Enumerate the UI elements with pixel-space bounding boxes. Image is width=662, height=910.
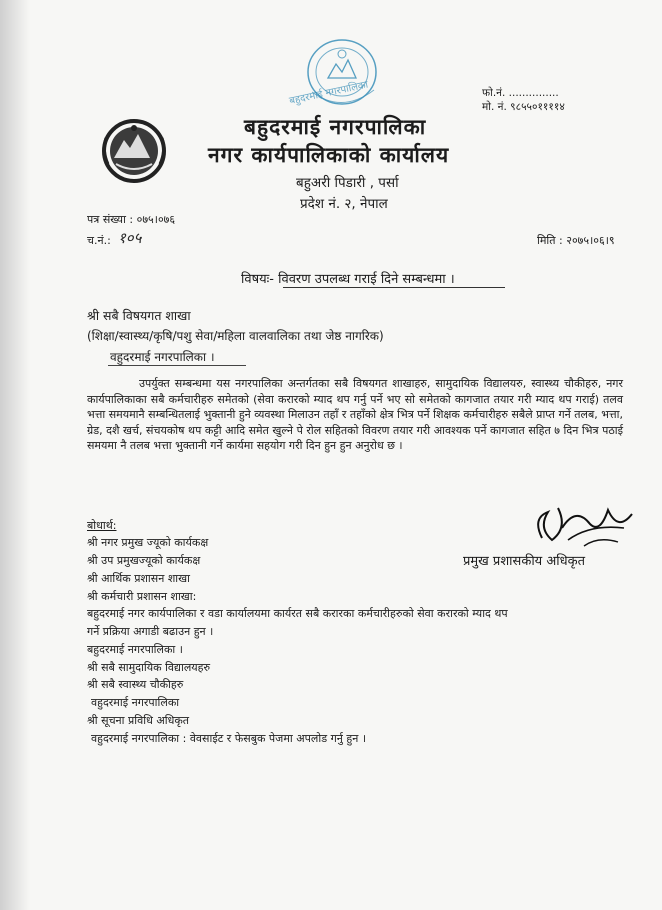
cc-line: श्री उप प्रमुखज्यूको कार्यकक्ष	[87, 554, 201, 567]
cc-line: श्री सबै सामुदायिक विद्यालयहरु	[87, 661, 211, 674]
dispatch-number-handwritten: १०५	[118, 229, 142, 247]
cc-line: श्री सबै स्वास्थ्य चौकीहरु	[87, 678, 184, 691]
phone-line: फो.नं. ...............	[482, 87, 559, 99]
office-stamp	[282, 34, 388, 114]
cc-line: वहुदरमाई नगरपालिका	[91, 696, 180, 709]
office-subtitle: नगर कार्यपालिकाको कार्यालय	[208, 143, 450, 167]
nepal-government-emblem	[100, 118, 168, 184]
cc-line: श्री सूचना प्रविधि अधिकृत	[87, 714, 190, 727]
recipient-underline	[108, 365, 246, 366]
recipient-line-2: (शिक्षा/स्वास्थ्य/कृषि/पशु सेवा/महिला वालवालिका तथा जेष्ठ नागरिक)	[87, 329, 384, 343]
recipient-line-3: वहुदरमाई नगरपालिका ।	[110, 350, 215, 364]
recipient-line-1: श्री सबै विषयगत शाखा	[87, 308, 191, 323]
subject-underline	[283, 287, 505, 288]
signatory-title: प्रमुख प्रशासकीय अधिकृत	[463, 554, 586, 569]
scan-shadow	[0, 0, 30, 910]
letter-body: उपर्युक्त सम्बन्धमा यस नगरपालिका अन्तर्गतका सबै विषयगत शाखाहरु, सामुदायिक विद्यालयरु, स्वास्थ्य चौकीहरु, नगर कार्यपालिकाका सबै कर्मचारीहरु समेतको (सेवा करारको म्याद थप गर्नु पर्ने भए सो समेतको कागजात तयार गरी म्याद थप गराई) तलव भत्ता समयमानै सम्बन्धितलाई भुक्तानी हुने व्यवस्था मिलाउन तहाँ र तहाँको क्षेत्र भित्र पर्ने शिक्षक कर्मचारीहरु सबैले प्राप्त गर्ने तलब, भत्ता, ग्रेड, दशै खर्च, संचयकोष थप कट्टी आदि समेत खुल्ने पे रोल सहितको विवरण तयार गरी आवश्यक पर्ने कागजात सहित ७ दिन भित्र पठाई समयमा नै तलब भत्ता भुक्तानी गर्ने कार्यमा सहयोग गरी दिन हुन हुन अनुरोध छ ।	[87, 377, 623, 453]
cc-line: बहुदरमाई नगर कार्यपालिका र वडा कार्यालयमा कार्यरत सबै करारका कर्मचारीहरुको सेवा करारको म्याद थप	[87, 607, 508, 620]
letter-subject: विषयः- विवरण उपलब्ध गराई दिने सम्बन्धमा ।	[241, 272, 455, 287]
letter-number: पत्र संख्या : ०७५।०७६	[87, 213, 176, 226]
cc-heading: बोधार्थ:	[87, 519, 117, 532]
cc-line: श्री नगर प्रमुख ज्यूको कार्यकक्ष	[87, 536, 209, 549]
mobile-line: मो. नं. ९८५५०११११४	[482, 101, 565, 113]
cc-line: गर्ने प्रक्रिया अगाडी बढाउन हुन ।	[87, 625, 214, 638]
letter-date: मिति : २०७५।०६।९	[537, 234, 615, 247]
cc-line: बहुदरमाई नगरपालिका ।	[87, 643, 183, 656]
dispatch-number-label: च.नं.:	[87, 234, 111, 247]
cc-line: वहुदरमाई नगरपालिका : वेवसाईट र फेसबुक पेजमा अपलोड गर्नु हुन ।	[91, 732, 366, 745]
office-name: बहुदरमाई नगरपालिका	[244, 115, 427, 139]
address-line-1: बहुअरी पिडारी , पर्सा	[296, 175, 399, 191]
cc-line: श्री कर्मचारी प्रशासन शाखा:	[87, 590, 197, 603]
address-line-2: प्रदेश नं. २, नेपाल	[300, 196, 388, 212]
stamp-text: बहुदरमाई नगरपालिका	[288, 79, 370, 107]
cc-line: श्री आर्थिक प्रशासन शाखा	[87, 572, 190, 585]
